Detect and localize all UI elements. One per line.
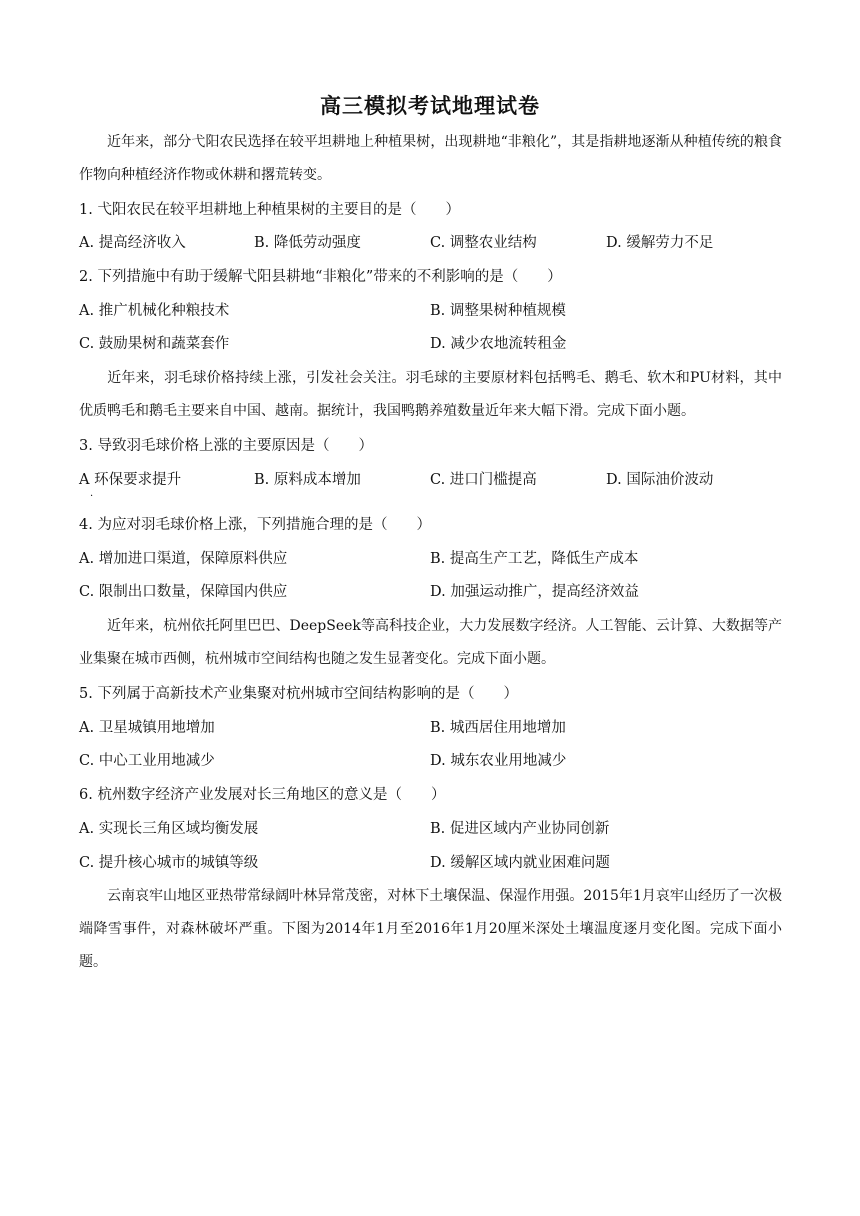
question-4-stem: 4. 为应对羽毛球价格上涨，下列措施合理的是（ ） [79,517,431,533]
question-2-stem: 2. 下列措施中有助于缓解弋阳县耕地“非粮化”带来的不利影响的是（ ） [79,269,562,285]
question-5-option-b: B. 城西居住用地增加 [430,720,566,736]
passage-text: 近年来，杭州依托阿里巴巴、DeepSeek等高科技企业，大力发展数字经济。人工智能、云计算、大数据等产业集聚在城市西侧，杭州城市空间结构也随之发生显著变化。完成下面小题。 [79,618,782,667]
question-4-option-a: A. 增加进口渠道，保障原料供应 [79,551,288,567]
question-3-stem: 3. 导致羽毛球价格上涨的主要原因是（ ） [79,438,373,454]
question-2-option-b: B. 调整果树种植规模 [430,303,566,319]
passage-3 [79,610,782,676]
question-1-option-c: C. 调整农业结构 [430,235,537,251]
question-1-option-d: D. 缓解劳力不足 [606,235,714,251]
question-2-option-d: D. 减少农地流转租金 [430,336,567,352]
question-5-option-c: C. 中心工业用地减少 [79,753,215,769]
question-6-option-b: B. 促进区域内产业协同创新 [430,821,610,837]
question-2-option-c: C. 鼓励果树和蔬菜套作 [79,336,230,352]
passage-1 [79,126,782,192]
question-6-option-d: D. 缓解区域内就业困难问题 [430,855,610,871]
question-6-option-c: C. 提升核心城市的城镇等级 [79,855,259,871]
passage-4 [79,880,782,979]
question-6-stem: 6. 杭州数字经济产业发展对长三角地区的意义是（ ） [79,787,446,803]
question-1-option-b: B. 降低劳动强度 [254,235,361,251]
question-5-option-a: A. 卫星城镇用地增加 [79,720,215,736]
question-5-stem: 5. 下列属于高新技术产业集聚对杭州城市空间结构影响的是（ ） [79,686,518,702]
question-1-stem: 1. 弋阳农民在较平坦耕地上种植果树的主要目的是（ ） [79,202,460,218]
question-3-option-d: D. 国际油价波动 [606,472,714,488]
question-3-option-b: B. 原料成本增加 [254,472,361,488]
question-3-option-c: C. 进口门槛提高 [430,472,537,488]
passage-2 [79,362,782,428]
question-4-option-d: D. 加强运动推广，提高经济效益 [430,584,639,600]
question-5-option-d: D. 城东农业用地减少 [430,753,567,769]
passage-text: 近年来，部分弋阳农民选择在较平坦耕地上种植果树，出现耕地“非粮化”，其是指耕地逐渐从种植传统的粮食作物向种植经济作物或休耕和撂荒转变。 [79,134,782,183]
passage-text: 云南哀牢山地区亚热带常绿阔叶林异常茂密，对林下土壤保温、保湿作用强。2015年1月哀牢山经历了一次极端降雪事件，对森林破坏严重。下图为2014年1月至2016年1月20厘米深处土壤温度逐月变化图。完成下面小题。 [79,888,782,970]
question-4-option-c: C. 限制出口数量，保障国内供应 [79,584,288,600]
question-6-option-a: A. 实现长三角区域均衡发展 [79,821,259,837]
question-2-option-a: A. 推广机械化种粮技术 [79,303,230,319]
page-title: 高三模拟考试地理试卷 [320,93,540,118]
question-3-option-a: A 环保要求提升 [79,472,182,488]
question-4-option-b: B. 提高生产工艺，降低生产成本 [430,551,639,567]
punctuation-dot: · [90,491,94,502]
passage-text: 近年来，羽毛球价格持续上涨，引发社会关注。羽毛球的主要原材料包括鸭毛、鹅毛、软木和PU材料，其中优质鸭毛和鹅毛主要来自中国、越南。据统计，我国鸭鹅养殖数量近年来大幅下滑。完成下面小题。 [79,370,782,419]
question-1-option-a: A. 提高经济收入 [79,235,186,251]
